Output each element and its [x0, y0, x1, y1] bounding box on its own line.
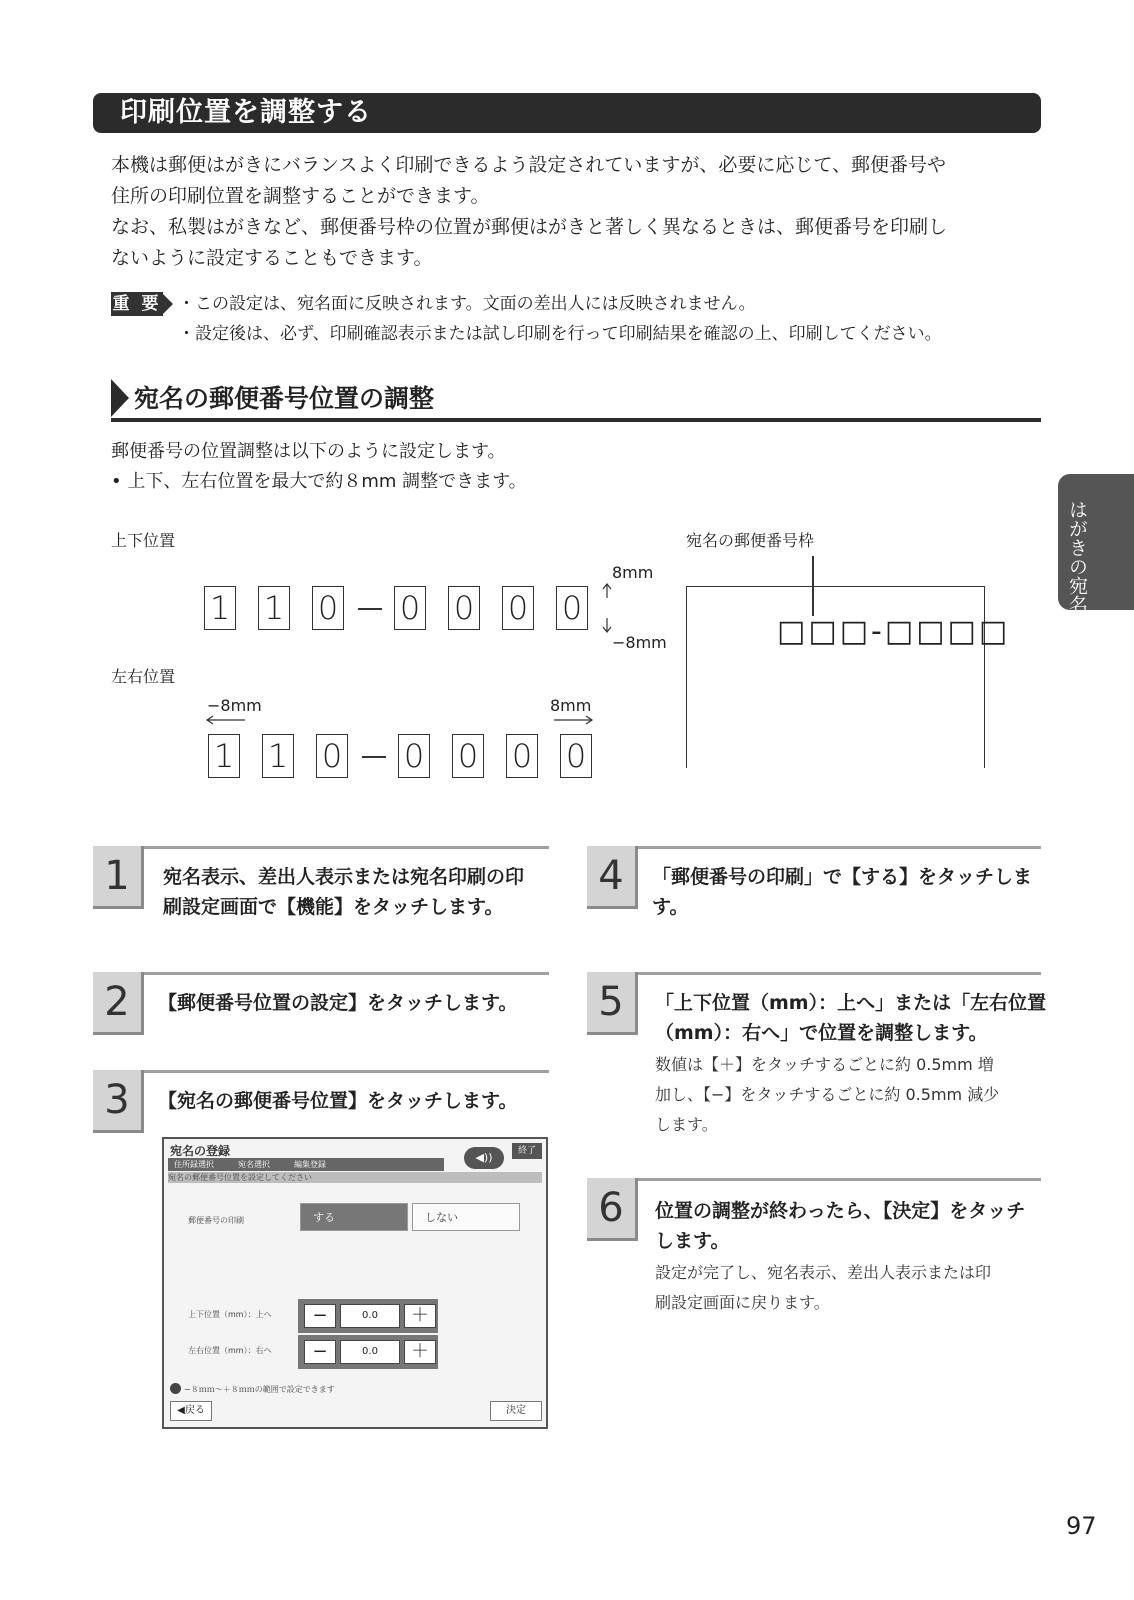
- step-rule: [93, 846, 549, 849]
- right-arrow-icon: [552, 714, 594, 726]
- step-rule: [93, 1070, 549, 1073]
- horizontal-minus-button[interactable]: −: [304, 1340, 336, 1364]
- plus-8mm-label: 8mm: [612, 563, 654, 582]
- step-text: [655, 1196, 1025, 1256]
- frame-pointer-line: [812, 556, 814, 616]
- confirm-button[interactable]: 決定: [490, 1401, 542, 1421]
- minus-8mm-label: −8mm: [207, 696, 262, 715]
- intro-line: なお、私製はがきなど、郵便番号枠の位置が郵便はがきと著しく異なるときは、郵便番号を印刷し: [111, 216, 948, 238]
- info-icon: [170, 1383, 181, 1394]
- section-title: 宛名の郵便番号位置の調整: [134, 384, 435, 413]
- vertical-plus-button[interactable]: ＋: [404, 1304, 436, 1328]
- step-text-line: 刷設定画面で【機能】をタッチします。: [163, 896, 504, 918]
- chapter-tab-label: はがきの宛名印刷: [1066, 500, 1088, 652]
- step-rule: [587, 972, 1041, 975]
- step-description: [655, 1050, 999, 1140]
- intro-text: [111, 150, 1041, 274]
- step-number: 1: [93, 846, 144, 909]
- horizontal-plus-button[interactable]: ＋: [404, 1340, 436, 1364]
- print-yes-button[interactable]: する: [300, 1203, 408, 1231]
- volume-button[interactable]: ◀)): [464, 1147, 504, 1169]
- frame-postcode: □□□-□□□□: [777, 614, 1011, 649]
- important-note: ・この設定は、宛名面に反映されます。文面の差出人には反映されません。: [178, 294, 756, 314]
- screen-instruction: 宛名の郵便番号位置を設定してください: [168, 1172, 542, 1183]
- intro-line: ないように設定することもできます。: [111, 247, 433, 269]
- screen-title: 宛名の登録: [170, 1144, 231, 1158]
- section-rule: [111, 418, 1041, 422]
- print-no-button[interactable]: しない: [412, 1203, 520, 1231]
- step-number: 4: [587, 846, 638, 909]
- step-description-line: 設定が完了し、宛名表示、差出人表示または印: [655, 1263, 992, 1282]
- step-description-line: 数値は【＋】をタッチするごとに約 0.5mm 増: [655, 1055, 994, 1074]
- minus-8mm-label: −8mm: [612, 633, 667, 652]
- step-description-line: 加し、【−】をタッチするごとに約 0.5mm 減少: [655, 1085, 1000, 1104]
- zip-digit: 0: [394, 586, 426, 630]
- step-text: [163, 862, 524, 922]
- step-text-line: 宛名表示、差出人表示または宛名印刷の印: [163, 866, 525, 888]
- important-note: ・設定後は、必ず、印刷確認表示または試し印刷を行って印刷結果を確認の上、印刷してください。: [178, 324, 942, 344]
- zip-hyphen: [362, 756, 386, 758]
- zip-digit: 1: [204, 586, 236, 630]
- important-badge: 重 要: [112, 294, 162, 314]
- vertical-value: 0.0: [340, 1304, 400, 1328]
- step-number: 2: [93, 972, 144, 1035]
- zip-digit: 1: [208, 734, 240, 778]
- step-text-line: 「上下位置（mm）：上へ」または「左右位置: [655, 992, 1047, 1014]
- end-button[interactable]: 終了: [512, 1143, 542, 1159]
- intro-line: 本機は郵便はがきにバランスよく印刷できるよう設定されていますが、必要に応じて、郵便番号や: [111, 154, 947, 176]
- horizontal-position-label: 左右位置: [111, 667, 176, 686]
- step-rule: [587, 1178, 1041, 1181]
- step-text-line: す。: [652, 896, 689, 918]
- step-number: 3: [93, 1070, 144, 1133]
- back-button[interactable]: ◀戻る: [170, 1401, 212, 1421]
- print-postcode-label: 郵便番号の印刷: [188, 1216, 244, 1225]
- step-rule: [587, 846, 1041, 849]
- device-screen: [162, 1137, 548, 1429]
- zip-digit: 0: [506, 734, 538, 778]
- step-number: 5: [587, 972, 638, 1035]
- step-description: [655, 1258, 991, 1318]
- left-arrow-icon: [205, 714, 247, 726]
- step-text: [652, 862, 1032, 922]
- section-body-line: • 上下、左右位置を最大で約８mm 調整できます。: [111, 471, 527, 492]
- zip-digit: 0: [316, 734, 348, 778]
- step-rule: [93, 972, 549, 975]
- zip-digit: 0: [448, 586, 480, 630]
- step-number: 6: [587, 1178, 638, 1241]
- section-body-line: 郵便番号の位置調整は以下のように設定します。: [111, 441, 506, 462]
- crumb-item[interactable]: 編集登録: [294, 1160, 326, 1169]
- step-text-line: します。: [655, 1230, 730, 1252]
- zip-digit: 0: [312, 586, 344, 630]
- frame-label: 宛名の郵便番号枠: [686, 531, 815, 550]
- zip-hyphen: [358, 608, 382, 610]
- page-title: 印刷位置を調整する: [120, 97, 372, 128]
- page-number: 97: [1066, 1512, 1097, 1540]
- step-description-line: 刷設定画面に戻ります。: [655, 1293, 830, 1312]
- important-badge-arrow: [161, 292, 173, 316]
- step-text: 【宛名の郵便番号位置】をタッチします。: [158, 1090, 518, 1112]
- section-body: [111, 437, 527, 497]
- step-text: [655, 988, 1046, 1048]
- zip-digit: 0: [452, 734, 484, 778]
- crumb-item[interactable]: 宛名選択: [238, 1160, 270, 1169]
- step-text: 【郵便番号位置の設定】をタッチします。: [158, 992, 518, 1014]
- horizontal-value: 0.0: [340, 1340, 400, 1364]
- step-text-line: （mm）：右へ」で位置を調整します。: [655, 1022, 988, 1044]
- screen-breadcrumb: [168, 1158, 444, 1171]
- zip-digit: 0: [502, 586, 534, 630]
- zip-digit: 0: [556, 586, 588, 630]
- intro-line: 住所の印刷位置を調整することができます。: [111, 185, 490, 207]
- step-text-line: 位置の調整が終わったら、【決定】をタッチ: [655, 1200, 1026, 1222]
- vertical-arrows-icon: [600, 582, 614, 634]
- crumb-item[interactable]: 住所録選択: [174, 1160, 214, 1169]
- zip-digit: 0: [398, 734, 430, 778]
- vertical-minus-button[interactable]: −: [304, 1304, 336, 1328]
- zip-digit: 0: [560, 734, 592, 778]
- zip-digit: 1: [258, 586, 290, 630]
- vertical-setting-label: 上下位置（mm）：上へ: [188, 1310, 272, 1319]
- section-marker-icon: [111, 379, 129, 417]
- step-text-line: 「郵便番号の印刷」で【する】をタッチしま: [652, 866, 1033, 888]
- horizontal-setting-label: 左右位置（mm）：右へ: [188, 1346, 272, 1355]
- step-description-line: します。: [655, 1115, 718, 1134]
- vertical-position-label: 上下位置: [111, 531, 176, 550]
- plus-8mm-label: 8mm: [550, 696, 592, 715]
- zip-digit: 1: [262, 734, 294, 778]
- range-info: −８ｍｍ〜＋８ｍｍの範囲で設定できます: [184, 1385, 335, 1394]
